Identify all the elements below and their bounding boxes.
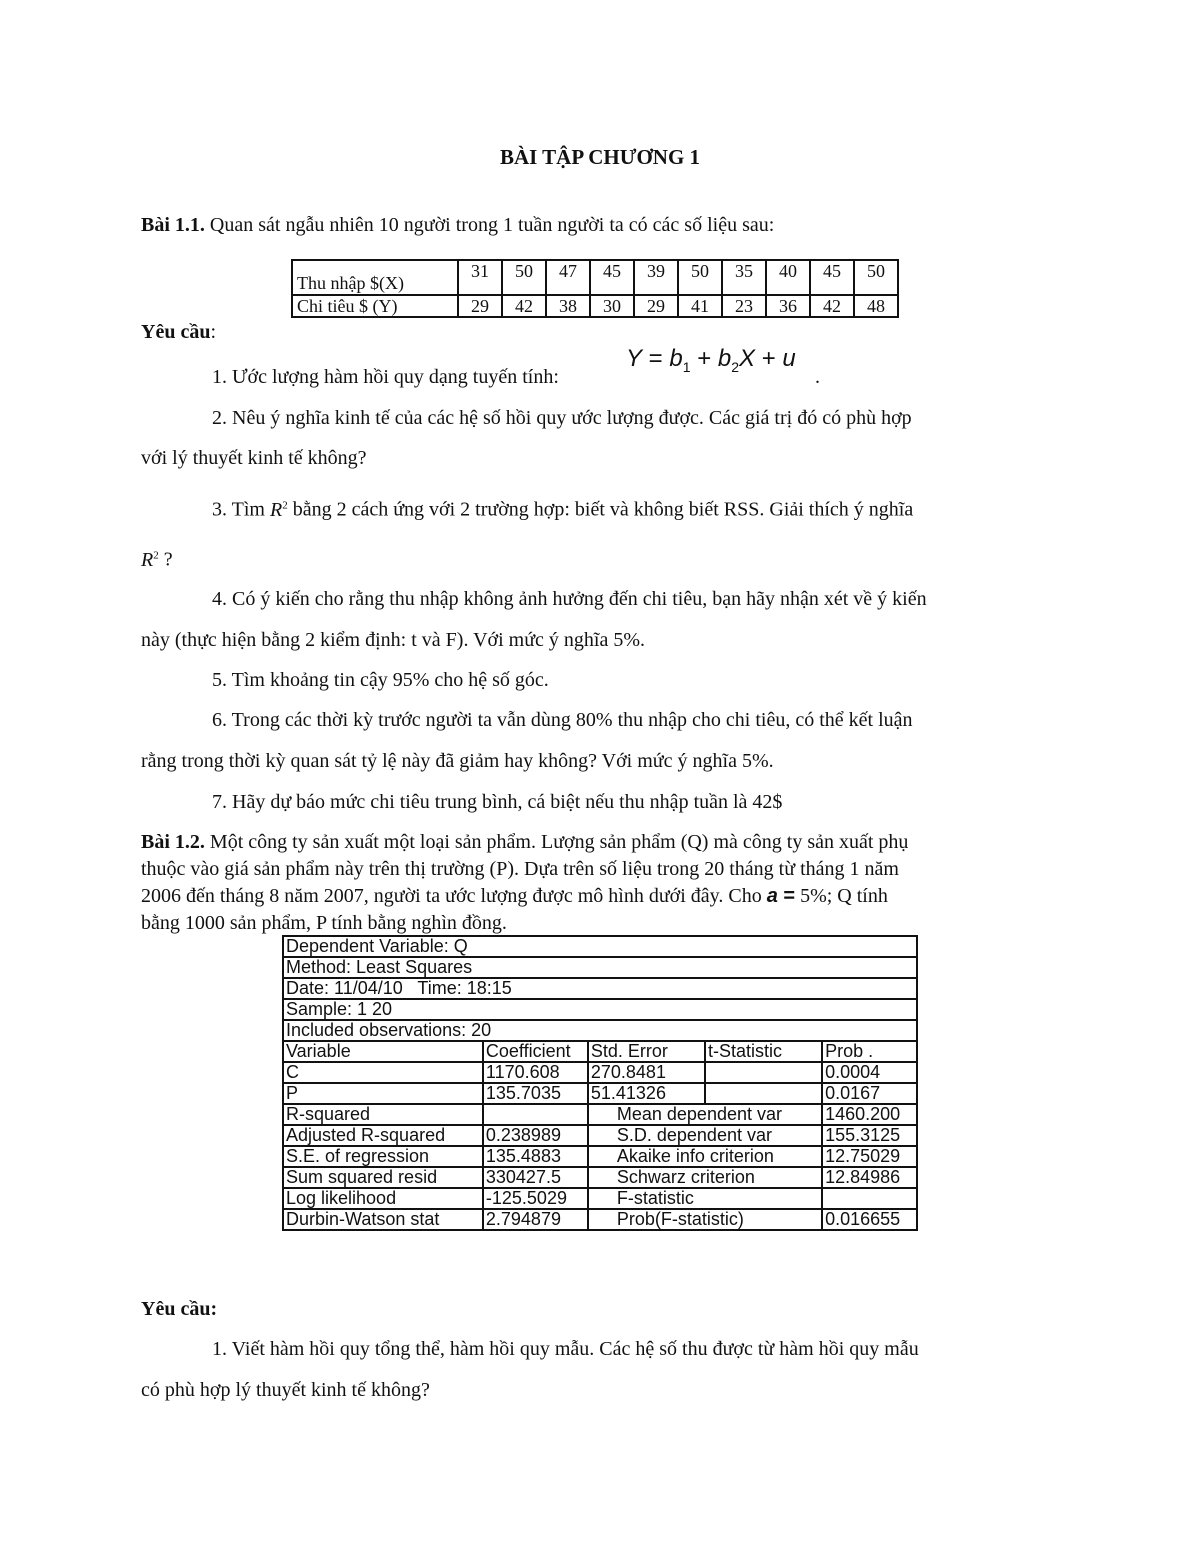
header-variable: Variable <box>283 1041 483 1062</box>
eq-b2: b <box>717 345 732 372</box>
alpha-equals: = <box>777 885 796 907</box>
income-cell: 50 <box>502 260 546 295</box>
coef-row <box>283 1062 917 1083</box>
coef-cell: 270.8481 <box>588 1062 705 1083</box>
r-sup: 2 <box>282 499 288 511</box>
stat-label: Durbin-Watson stat <box>283 1209 483 1230</box>
stat-label-right: Schwarz criterion <box>588 1167 822 1188</box>
income-cell: 45 <box>810 260 854 295</box>
exercise-1-2-label: Bài 1.2. <box>141 831 205 853</box>
coef-cell: 51.41326 <box>588 1083 705 1104</box>
stat-value-right: 0.016655 <box>822 1209 917 1230</box>
header-prob: Prob . <box>822 1041 917 1062</box>
question-4-line2: này (thực hiện bằng 2 kiểm định: t và F). Với mức ý nghĩa 5%. <box>141 629 646 651</box>
coef-cell: 135.7035 <box>483 1083 588 1104</box>
exercise-1-2-text3: 2006 đến tháng 8 năm 2007, người ta ước lượng được mô hình dưới đây. Cho <box>141 885 762 907</box>
spending-cell: 42 <box>810 295 854 317</box>
spending-cell: 48 <box>854 295 898 317</box>
question-3-line2 <box>141 542 173 573</box>
r-symbol: R <box>269 498 283 521</box>
eq-b1: b <box>669 345 683 372</box>
dependent-variable: Dependent Variable: Q <box>283 936 917 957</box>
question-3-pre: 3. Tìm <box>212 498 265 521</box>
coef-cell: P <box>283 1083 483 1104</box>
eviews-header-row <box>283 1041 917 1062</box>
question-3-line1 <box>212 492 913 523</box>
stat-value: -125.5029 <box>483 1188 588 1209</box>
eq-y: Y <box>626 345 643 372</box>
requirements-label: Yêu cầu <box>141 321 211 343</box>
spending-cell: 38 <box>546 295 590 317</box>
stat-value-right <box>822 1188 917 1209</box>
income-cell: 50 <box>678 260 722 295</box>
r-sup: 2 <box>153 549 159 561</box>
stat-value: 0.238989 <box>483 1125 588 1146</box>
question-7: 7. Hãy dự báo mức chi tiêu trung bình, cá biệt nếu thu nhập tuần là 42$ <box>212 791 783 813</box>
eq-sub2: 2 <box>731 358 740 375</box>
question-5: 5. Tìm khoảng tin cậy 95% cho hệ số góc. <box>212 669 549 691</box>
spending-cell: 41 <box>678 295 722 317</box>
question-3-post: bằng 2 cách ứng với 2 trường hợp: biết và không biết RSS. Giải thích ý nghĩa <box>292 498 914 521</box>
eviews-output-table <box>282 935 918 1231</box>
spending-cell: 29 <box>634 295 678 317</box>
requirements-colon: : <box>210 321 217 343</box>
eq-u: u <box>782 345 796 372</box>
coef-cell: 0.0004 <box>822 1062 917 1083</box>
question-1: 1. Ước lượng hàm hồi quy dạng tuyến tính: <box>212 366 559 388</box>
observations: Included observations: 20 <box>283 1020 917 1041</box>
stat-value: 330427.5 <box>483 1167 588 1188</box>
eq-sub1: 1 <box>682 358 691 375</box>
page-title: BÀI TẬP CHƯƠNG 1 <box>499 145 701 169</box>
question-6-line2: rằng trong thời kỳ quan sát tỷ lệ này đã giảm hay không? Với mức ý nghĩa 5%. <box>141 750 774 772</box>
stat-label-right: Mean dependent var <box>588 1104 822 1125</box>
r-symbol: R <box>141 548 154 571</box>
requirements-heading <box>141 319 216 345</box>
coef-cell: 0.0167 <box>822 1083 917 1104</box>
stat-label: Log likelihood <box>283 1188 483 1209</box>
income-cell: 40 <box>766 260 810 295</box>
spending-cell: 30 <box>590 295 634 317</box>
alpha-symbol: a <box>766 885 778 907</box>
exercise-1-2-line3 <box>141 883 1059 910</box>
income-cell: 47 <box>546 260 590 295</box>
exercise-1-2-question-1-line2: có phù hợp lý thuyết kinh tế không? <box>141 1379 430 1401</box>
exercise-1-1-text: Quan sát ngẫu nhiên 10 người trong 1 tuần người ta có các số liệu sau: <box>204 214 775 236</box>
method: Method: Least Squares <box>283 957 917 978</box>
date-time: Date: 11/04/10 Time: 18:15 <box>283 978 917 999</box>
header-std-error: Std. Error <box>588 1041 705 1062</box>
income-cell: 50 <box>854 260 898 295</box>
question-2-line2: với lý thuyết kinh tế không? <box>141 447 367 469</box>
coef-cell <box>705 1062 822 1083</box>
stat-label-right: F-statistic <box>588 1188 822 1209</box>
eq-equals: = <box>642 345 670 372</box>
header-coefficient: Coefficient <box>483 1041 588 1062</box>
stat-label-right: Prob(F-statistic) <box>588 1209 822 1230</box>
income-spending-table <box>291 259 899 318</box>
spending-cell: 23 <box>722 295 766 317</box>
stat-row <box>283 1167 917 1188</box>
r-squared-symbol <box>270 499 288 521</box>
coef-cell: C <box>283 1062 483 1083</box>
question-2-line1: 2. Nêu ý nghĩa kinh tế của các hệ số hồi quy ước lượng được. Các giá trị đó có phù hợp <box>212 407 912 429</box>
income-cell: 31 <box>458 260 502 295</box>
stat-row <box>283 1209 917 1230</box>
question-6-line1: 6. Trong các thời kỳ trước người ta vẫn dùng 80% thu nhập cho chi tiêu, có thể kết luận <box>212 709 913 731</box>
exercise-1-2-text1: Một công ty sản xuất một loại sản phẩm. Lượng sản phẩm (Q) mà công ty sản xuất phụ <box>204 831 909 853</box>
exercise-1-2-paragraph <box>141 829 1059 937</box>
stat-label: Adjusted R-squared <box>283 1125 483 1146</box>
income-row-label: Thu nhập $(X) <box>292 260 458 295</box>
exercise-1-2-text3b: 5%; Q tính <box>795 885 888 907</box>
stat-label: R-squared <box>283 1104 483 1125</box>
exercise-1-2-question-1-line1: 1. Viết hàm hồi quy tổng thể, hàm hồi quy mẫu. Các hệ số thu được từ hàm hồi quy mẫu <box>212 1338 919 1360</box>
exercise-1-2-line4: bằng 1000 sản phẩm, P tính bằng nghìn đồng. <box>141 912 507 934</box>
stat-label: Sum squared resid <box>283 1167 483 1188</box>
stat-value-right: 1460.200 <box>822 1104 917 1125</box>
question-3-qmark: ? <box>163 548 173 571</box>
sample: Sample: 1 20 <box>283 999 917 1020</box>
eq-x: X <box>739 345 756 372</box>
stat-label: S.E. of regression <box>283 1146 483 1167</box>
question-4-line1: 4. Có ý kiến cho rằng thu nhập không ảnh hưởng đến chi tiêu, bạn hãy nhận xét về ý kiến <box>212 588 927 610</box>
exercise-1-2-line2: thuộc vào giá sản phẩm này trên thị trường (P). Dựa trên số liệu trong 20 tháng từ tháng 1 năm <box>141 858 899 880</box>
spending-row <box>292 295 898 317</box>
income-cell: 35 <box>722 260 766 295</box>
stat-label-right: S.D. dependent var <box>588 1125 822 1146</box>
coef-row <box>283 1083 917 1104</box>
question-1-dot: . <box>815 366 820 388</box>
stat-row <box>283 1104 917 1125</box>
coef-cell: 1170.608 <box>483 1062 588 1083</box>
spending-cell: 42 <box>502 295 546 317</box>
spending-cell: 36 <box>766 295 810 317</box>
exercise-1-1-label: Bài 1.1. <box>141 214 205 236</box>
stat-label-right: Akaike info criterion <box>588 1146 822 1167</box>
coef-cell <box>705 1083 822 1104</box>
stat-value-right: 12.75029 <box>822 1146 917 1167</box>
requirements-heading-2: Yêu cầu: <box>141 1298 218 1320</box>
stat-value: 135.4883 <box>483 1146 588 1167</box>
exercise-1-2-line1 <box>141 829 1059 856</box>
stat-value: 2.794879 <box>483 1209 588 1230</box>
spending-row-label: Chi tiêu $ (Y) <box>292 295 458 317</box>
stat-value-right: 155.3125 <box>822 1125 917 1146</box>
income-cell: 39 <box>634 260 678 295</box>
eq-plus: + <box>755 345 783 372</box>
r-squared-symbol <box>141 549 159 571</box>
stat-row <box>283 1188 917 1209</box>
income-row <box>292 260 898 295</box>
header-t-statistic: t-Statistic <box>705 1041 822 1062</box>
regression-equation <box>626 345 796 375</box>
income-cell: 45 <box>590 260 634 295</box>
eq-plus: + <box>690 345 718 372</box>
spending-cell: 29 <box>458 295 502 317</box>
stat-value-right: 12.84986 <box>822 1167 917 1188</box>
stat-row <box>283 1125 917 1146</box>
stat-row <box>283 1146 917 1167</box>
stat-value <box>483 1104 588 1125</box>
exercise-1-1-intro <box>141 212 774 238</box>
